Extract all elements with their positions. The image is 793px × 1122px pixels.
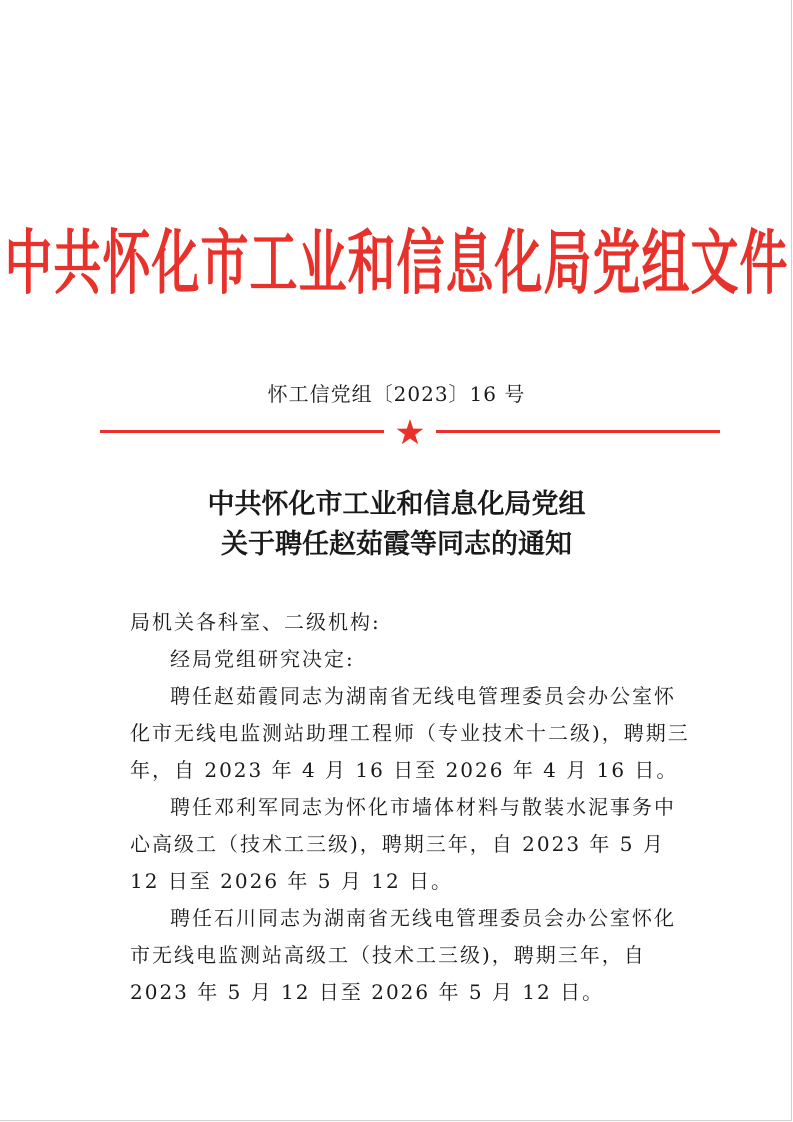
- notice-title: [0, 485, 793, 565]
- intro-line: 经局党组研究决定:: [170, 647, 355, 671]
- star-icon: [397, 419, 424, 444]
- appointment-paragraph: 聘任赵茹霞同志为湖南省无线电管理委员会办公室怀化市无线电监测站助理工程师（专业技术十二级)，聘期三年，自 2023 年 4 月 16 日至 2026 年 4 月 16 日。: [130, 684, 690, 782]
- notice-title-line-2: 关于聘任赵茹霞等同志的通知: [221, 529, 572, 560]
- document-header: [0, 210, 793, 305]
- red-separator: [100, 418, 720, 446]
- appointment-paragraph: 聘任石川同志为湖南省无线电管理委员会办公室怀化市无线电监测站高级工（技术工三级)，聘期三年，自 2023 年 5 月 12 日至 2026 年 5 月 12 日。: [130, 906, 676, 1004]
- appointment-paragraph: 聘任邓利军同志为怀化市墙体材料与散装水泥事务中心高级工（技术工三级)，聘期三年，自 2023 年 5 月 12 日至 2026 年 5 月 12 日。: [130, 795, 676, 893]
- separator-line-right: [436, 430, 720, 433]
- salutation: 局机关各科室、二级机构:: [130, 610, 381, 634]
- separator-line-left: [100, 430, 384, 433]
- notice-title-line-1: 中共怀化市工业和信息化局党组: [207, 489, 586, 520]
- org-title: 中共怀化市工业和信息化局党组文件: [4, 223, 789, 305]
- document-number: 怀工信党组〔2023〕16 号: [267, 382, 526, 406]
- notice-body: [130, 604, 690, 1011]
